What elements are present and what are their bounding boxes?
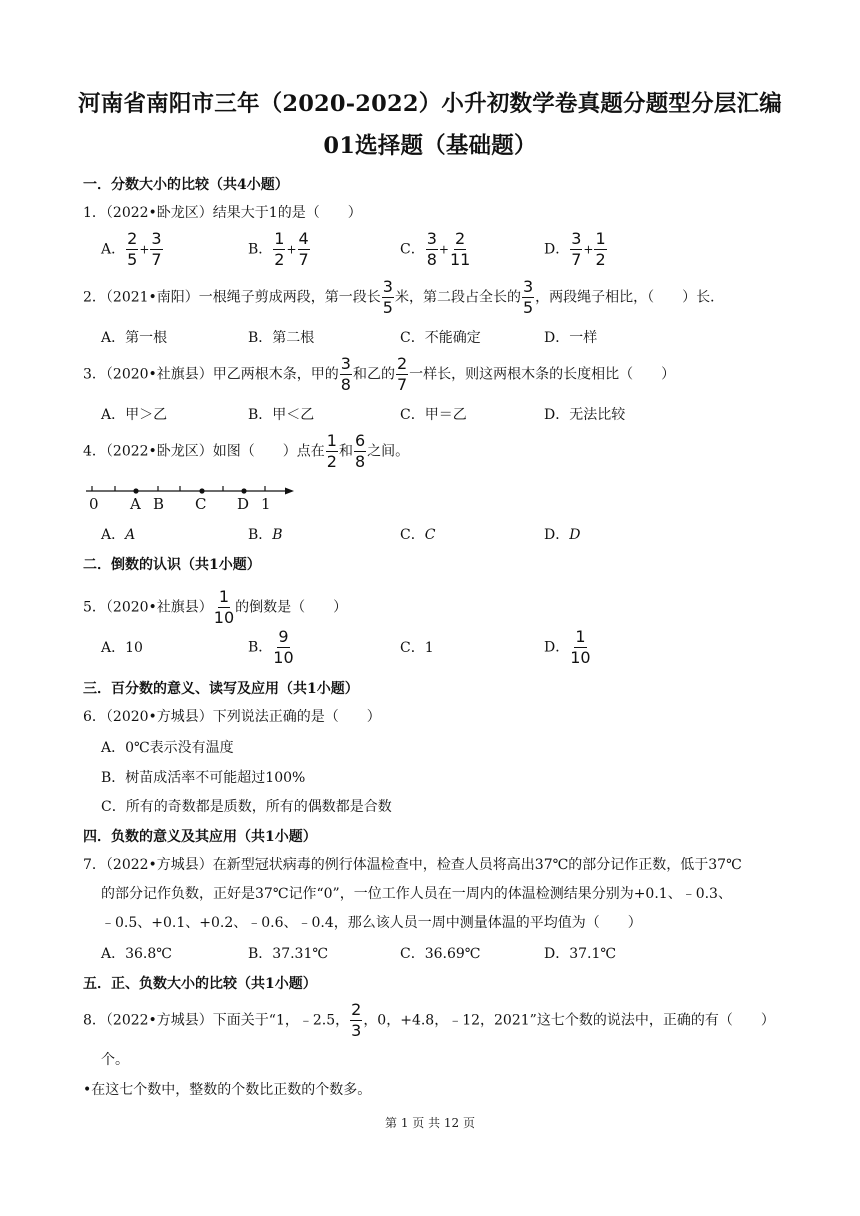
question-5-option-c: C．1 [400, 640, 434, 656]
question-3-stem: 3．（2020•社旗县）甲乙两根木条，甲的 $\frac{3}{8}$ 和乙的 $\frac{2}{7}$ 一样长，则这两根木条的长度相比（ ） [83, 354, 676, 394]
number-line-label-0: 0 [89, 495, 99, 513]
question-1-option-d: D． $\frac{3}{7}$ + $\frac{1}{2}$ [544, 229, 606, 269]
question-5-option-d: D． $\frac{1}{10}$ [544, 627, 591, 667]
number-line-label-b: B [153, 495, 165, 513]
question-1-option-a: A． $\frac{2}{5}$ + $\frac{3}{7}$ [101, 229, 162, 269]
question-3-option-c: C．甲＝乙 [400, 407, 467, 423]
number-line-label-c: C [195, 495, 207, 513]
question-2-option-a: A．第一根 [101, 330, 168, 346]
question-1-option-b: B． $\frac{1}{2}$ + $\frac{4}{7}$ [248, 229, 309, 269]
question-7-line-2: 的部分记作负数，正好是37℃记作“0”，一位工作人员在一周内的体温检测结果分别为+0.1、﹣0.3、 [101, 886, 732, 902]
question-6-option-b: B．树苗成活率不可能超过100% [101, 770, 306, 786]
question-4-option-a: A．A [101, 527, 136, 543]
section-heading-2: 二．倒数的认识（共1小题） [83, 557, 261, 573]
question-3-option-d: D．无法比较 [544, 407, 626, 423]
section-heading-3: 三．百分数的意义、读写及应用（共1小题） [83, 681, 359, 697]
number-line-label-d: D [237, 495, 250, 513]
question-3-option-b: B．甲＜乙 [248, 407, 315, 423]
question-6-option-a: A．0℃表示没有温度 [101, 740, 234, 756]
page-footer: 第 1 页 共 12 页 [385, 1116, 475, 1130]
question-4-option-c: C．C [400, 527, 436, 543]
question-5-option-b: B． $\frac{9}{10}$ [248, 627, 294, 667]
question-8-line-2: 个。 [101, 1052, 129, 1068]
question-8-stem: 8．（2022•方城县）下面关于“1，﹣2.5， $\frac{2}{3}$ ，0，+4.8，﹣12，2021”这七个数的说法中，正确的有（ ） [83, 1000, 775, 1040]
document-title-line2: 01选择题（基础题） [323, 133, 537, 159]
question-7-option-a: A．36.8℃ [101, 946, 172, 962]
question-4-option-d: D．D [544, 527, 581, 543]
question-5-option-a: A．10 [101, 640, 143, 656]
question-5-stem: 5．（2020•社旗县） $\frac{1}{10}$ 的倒数是（ ） [83, 587, 348, 627]
section-heading-5: 五．正、负数大小的比较（共1小题） [83, 976, 317, 992]
number-line-figure [80, 480, 300, 516]
question-4-stem: 4．（2022•卧龙区）如图（ ）点在 $\frac{1}{2}$ 和 $\frac{6}{8}$ 之间。 [83, 431, 410, 471]
question-6-stem: 6．（2020•方城县）下列说法正确的是（ ） [83, 709, 381, 725]
question-7-option-b: B．37.31℃ [248, 946, 329, 962]
question-2-option-b: B．第二根 [248, 330, 315, 346]
document-title-line1: 河南省南阳市三年（2020-2022）小升初数学卷真题分题型分层汇编 [78, 91, 782, 117]
question-7-option-c: C．36.69℃ [400, 946, 481, 962]
question-2-option-d: D．一样 [544, 330, 598, 346]
question-6-option-c: C．所有的奇数都是质数，所有的偶数都是合数 [101, 799, 392, 815]
section-heading-4: 四．负数的意义及其应用（共1小题） [83, 829, 317, 845]
question-1-option-c: C． $\frac{3}{8}$ + $\frac{2}{11}$ [400, 229, 471, 269]
question-7-line-3: ﹣0.5、+0.1、+0.2、﹣0.6、﹣0.4，那么该人员一周中测量体温的平均值为（ ） [101, 915, 642, 931]
number-line-label-a: A [130, 495, 141, 513]
question-4-option-b: B．B [248, 527, 283, 543]
question-3-option-a: A．甲＞乙 [101, 407, 168, 423]
question-8-bullet: •在这七个数中，整数的个数比正数的个数多。 [83, 1082, 372, 1098]
question-7-option-d: D．37.1℃ [544, 946, 617, 962]
question-2-option-c: C．不能确定 [400, 330, 481, 346]
question-7-line-1: 7．（2022•方城县）在新型冠状病毒的例行体温检查中，检查人员将高出37℃的部分记作正数，低于37℃ [83, 857, 742, 873]
number-line-label-1: 1 [261, 495, 271, 513]
section-heading-1: 一．分数大小的比较（共4小题） [83, 177, 289, 193]
question-2-stem: 2．（2021•南阳）一根绳子剪成两段，第一段长 $\frac{3}{5}$ 米，第二段占全长的 $\frac{3}{5}$ ，两段绳子相比，（ ）长． [83, 277, 725, 317]
question-1-stem: 1．（2022•卧龙区）结果大于1的是（ ） [83, 205, 362, 221]
